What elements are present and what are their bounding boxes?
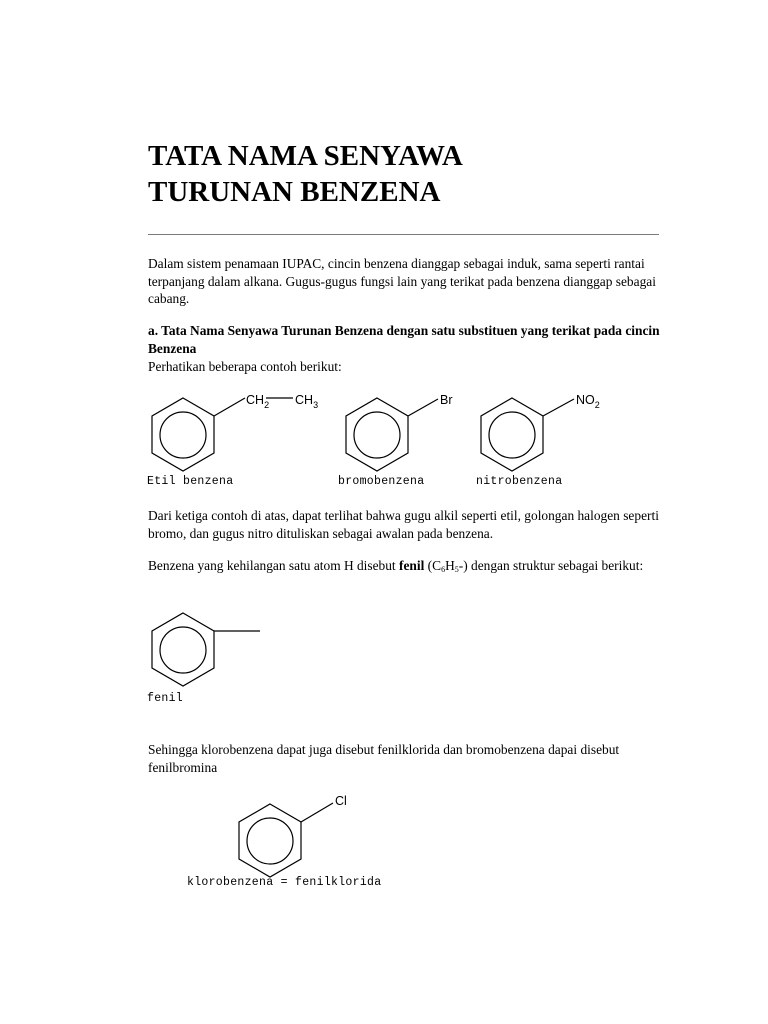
benzene-ring	[152, 398, 214, 471]
fenil-term: fenil	[399, 558, 425, 573]
klorobenzena-paragraph: Sehingga klorobenzena dapat juga disebut fenilklorida dan bromobenzena dapai disebut fenilbromina	[148, 742, 620, 775]
caption-etil-benzena: Etil benzena	[147, 475, 234, 488]
svg-text:CH3	[295, 393, 318, 410]
title-line-2: TURUNAN BENZENA	[148, 176, 441, 208]
aromatic-circle	[247, 818, 293, 864]
ch2-subscript: 2	[264, 400, 270, 410]
formula-c: (C	[424, 558, 442, 573]
section-a-heading: a. Tata Nama Senyawa Turunan Benzena dengan satu substituen yang terikat pada cincin Benzena	[148, 323, 660, 356]
no2-subscript: 2	[594, 400, 600, 410]
aromatic-circle	[160, 627, 206, 673]
caption-fenil: fenil	[147, 692, 184, 705]
cl-label: Cl	[335, 794, 347, 808]
fenil-text-before: Benzena yang kehilangan satu atom H disebut	[148, 558, 400, 573]
svg-text:CH2	[246, 393, 269, 410]
formula-h: H	[445, 558, 455, 573]
ch3-subscript: 3	[313, 400, 319, 410]
benzene-ring	[239, 804, 301, 877]
svg-text:NO2	[576, 393, 600, 410]
aromatic-circle	[160, 412, 206, 458]
aromatic-circle	[354, 412, 400, 458]
examples-explanation: Dari ketiga contoh di atas, dapat terlihat bahwa gugu alkil seperti etil, golongan halogen seperti bromo, dan gugus nitro dituliskan sebagai awalan pada benzena.	[148, 508, 659, 541]
fenil-text-after: -) dengan struktur sebagai berikut:	[458, 558, 644, 573]
benzene-ring	[481, 398, 543, 471]
br-label: Br	[440, 393, 453, 407]
ch2-label: CH	[246, 393, 265, 407]
section-a-lead: Perhatikan beberapa contoh berikut:	[148, 359, 342, 374]
title-line-1: TATA NAMA SENYAWA	[148, 140, 463, 172]
caption-nitrobenzena: nitrobenzena	[476, 475, 563, 488]
formula-h-sub: 5	[454, 565, 459, 574]
fenil-paragraph	[148, 557, 668, 579]
ch3-label: CH	[295, 393, 314, 407]
aromatic-circle	[489, 412, 535, 458]
caption-bromobenzena: bromobenzena	[338, 475, 425, 488]
benzene-ring	[152, 613, 214, 686]
formula-c-sub: 6	[441, 565, 446, 574]
benzene-ring	[346, 398, 408, 471]
caption-klorobenzena: klorobenzena = fenilklorida	[187, 876, 382, 889]
no2-label: NO	[576, 393, 595, 407]
intro-paragraph: Dalam sistem penamaan IUPAC, cincin benzena dianggap sebagai induk, sama seperti rantai terpanjang dalam alkana. Gugus-gugus fungsi lain yang terikat pada benzena dianggap sebagai cabang.	[148, 256, 656, 306]
